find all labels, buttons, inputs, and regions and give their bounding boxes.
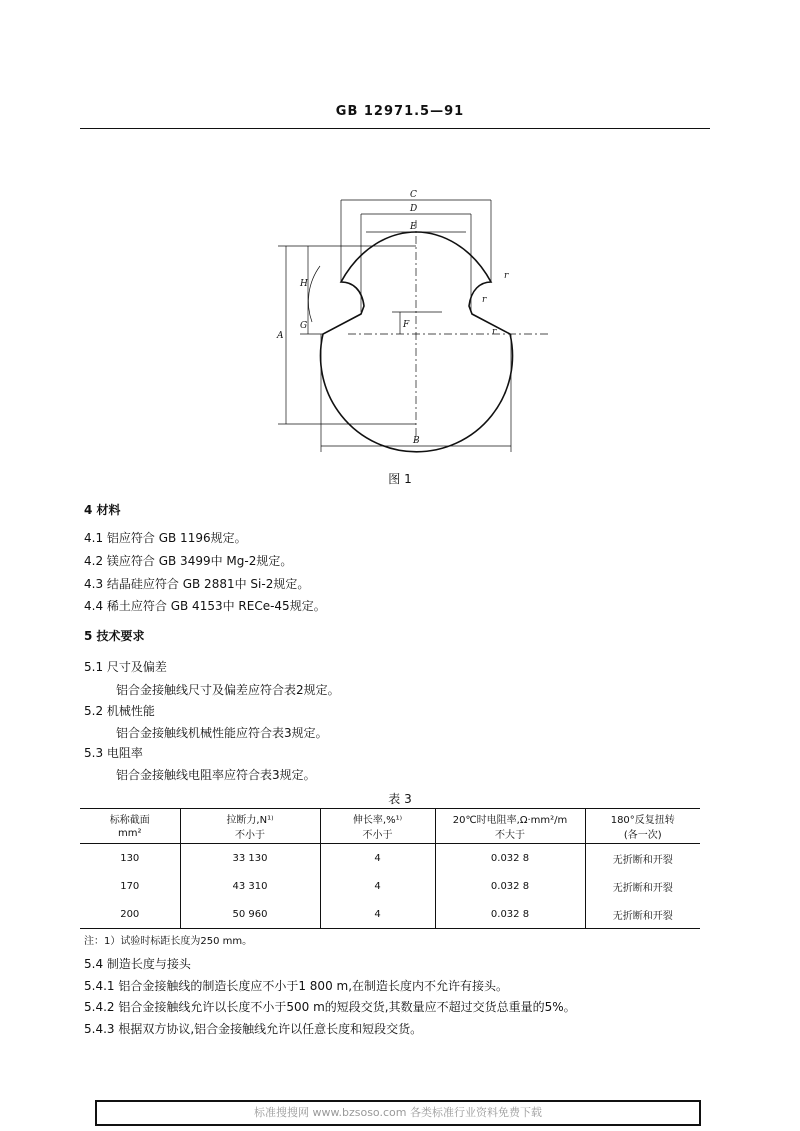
table-cell: 0.032 8	[435, 844, 585, 873]
clause-5-4-3: 5.4.3 根据双方协议,铝合金接触线允许以任意长度和短段交货。	[84, 1022, 423, 1036]
section-4-heading: 4 材料	[84, 503, 121, 517]
dim-label-e: E	[410, 222, 417, 232]
table-header-cell: 180°反复扭转	[585, 809, 700, 827]
table-header-cell: 标称截面	[80, 809, 180, 827]
table-cell: 无折断和开裂	[585, 872, 700, 900]
clause-5-2-body: 铝合金接触线机械性能应符合表3规定。	[116, 726, 328, 740]
table-header-cell: 不小于	[320, 826, 435, 844]
dim-label-f: F	[403, 320, 410, 330]
dim-label-c: C	[410, 190, 417, 200]
footer-watermark: 标准搜搜网 www.bzsoso.com 各类标准行业资料免费下载	[95, 1100, 701, 1126]
table-header-cell: (各一次)	[585, 826, 700, 844]
table-3-note: 注：1）试验时标距长度为250 mm。	[84, 936, 253, 947]
table-cell: 170	[120, 880, 140, 892]
table-cell: 200	[80, 900, 180, 929]
table-header-row	[80, 809, 700, 827]
clause-4-2: 4.2 镁应符合 GB 3499中 Mg-2规定。	[84, 554, 293, 568]
clause-5-1-body: 铝合金接触线尺寸及偏差应符合表2规定。	[116, 683, 340, 697]
table-header-cell: 伸长率,%¹⁾	[320, 809, 435, 827]
table-cell: 33 130	[180, 844, 320, 873]
table-cell: 43 310	[180, 872, 320, 900]
table-cell: 无折断和开裂	[585, 844, 700, 873]
table-3	[80, 808, 700, 929]
table-cell: 130	[120, 852, 140, 864]
clause-4-1: 4.1 铝应符合 GB 1196规定。	[84, 531, 247, 545]
table-header-row	[80, 826, 700, 844]
table-cell: 4	[320, 872, 435, 900]
dim-label-r2: r	[482, 295, 487, 305]
dim-label-b: B	[413, 436, 420, 446]
clause-5-3: 5.3 电阻率	[84, 746, 143, 760]
table-header-cell: mm²	[80, 826, 180, 844]
dim-label-a: A	[277, 331, 284, 341]
table-header-cell: 不小于	[180, 826, 320, 844]
table-row	[80, 900, 700, 929]
header-rule	[80, 128, 710, 129]
table-cell: 4	[320, 844, 435, 873]
clause-4-3: 4.3 结晶硅应符合 GB 2881中 Si-2规定。	[84, 577, 310, 591]
figure-caption: 图 1	[388, 472, 412, 486]
clause-5-4-1: 5.4.1 铝合金接触线的制造长度应不小于1 800 m,在制造长度内不允许有接头。	[84, 979, 509, 993]
dim-label-g: G	[300, 321, 308, 331]
dim-label-r1: r	[504, 271, 509, 281]
clause-5-4: 5.4 制造长度与接头	[84, 957, 191, 971]
table-row	[80, 872, 700, 900]
clause-5-3-body: 铝合金接触线电阻率应符合表3规定。	[116, 768, 316, 782]
dim-label-h: H	[300, 279, 308, 289]
table-row	[80, 844, 700, 873]
table-cell: 0.032 8	[435, 872, 585, 900]
table-cell: 无折断和开裂	[585, 900, 700, 929]
table-header-cell: 不大于	[435, 826, 585, 844]
dim-label-r3: r	[492, 327, 497, 337]
table-cell: 0.032 8	[435, 900, 585, 929]
table-header-cell: 20℃时电阻率,Ω·mm²/m	[435, 809, 585, 827]
document-header: GB 12971.5—91	[335, 104, 465, 119]
cross-section-drawing	[260, 182, 550, 462]
figure-cross-section	[260, 182, 550, 462]
clause-4-4: 4.4 稀土应符合 GB 4153中 RECe-45规定。	[84, 599, 326, 613]
dim-label-d: D	[410, 204, 418, 214]
table-3-title: 表 3	[388, 792, 412, 806]
clause-5-2: 5.2 机械性能	[84, 704, 155, 718]
table-cell: 50 960	[180, 900, 320, 929]
section-5-heading: 5 技术要求	[84, 629, 145, 643]
table-header-cell: 拉断力,N¹⁾	[180, 809, 320, 827]
clause-5-1: 5.1 尺寸及偏差	[84, 660, 167, 674]
clause-5-4-2: 5.4.2 铝合金接触线允许以长度不小于500 m的短段交货,其数量应不超过交货总重量的5%。	[84, 1000, 576, 1014]
table-cell: 4	[320, 900, 435, 929]
